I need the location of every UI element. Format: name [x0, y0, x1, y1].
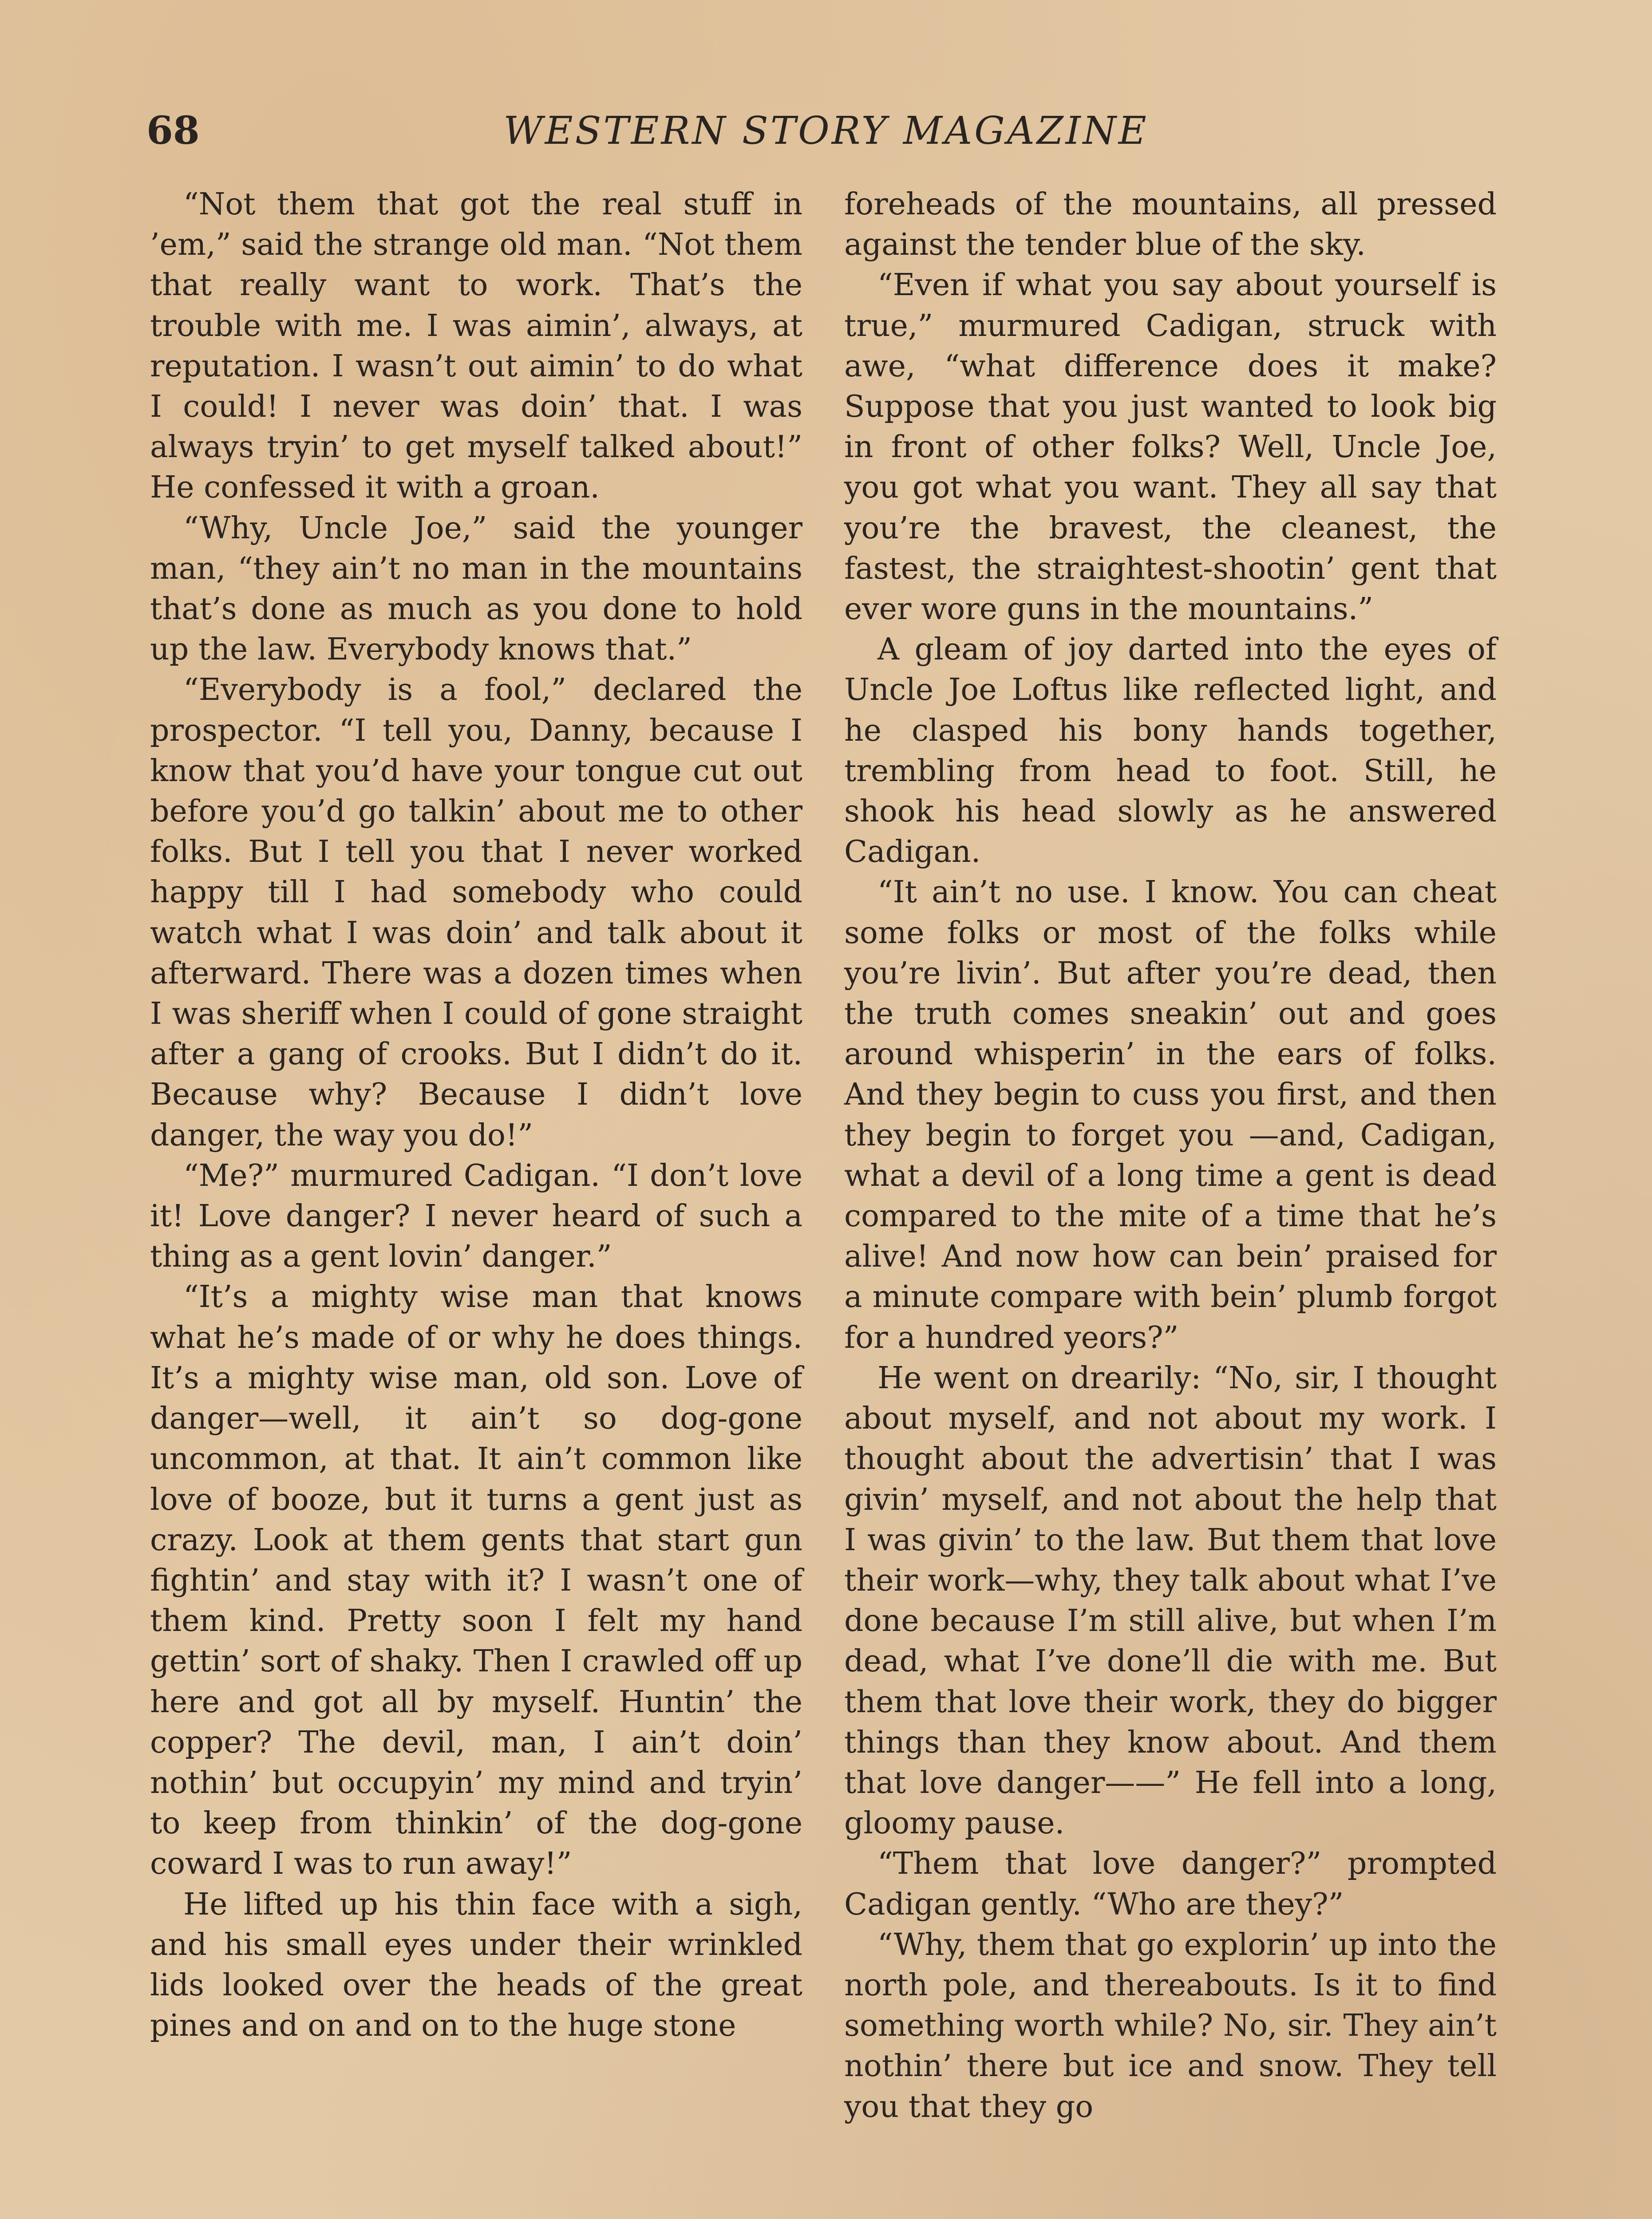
paragraph: “Not them that got the real stuff in ’em,” said the strange old man. “Not them that really want to work. That’s the trouble with me. I was aimin’, always, at reputation. I wasn’t out aimin’ to do what I could! I never was doin’ that. I was always tryin’ to get myself talked about!” He confessed it with a groan. — [150, 187, 802, 505]
running-title: WESTERN STORY MAGAZINE — [503, 109, 1149, 153]
paragraph: A gleam of joy darted into the eyes of Uncle Joe Loftus like reflected light, and he clasped his bony hands together, trembling from head to foot. Still, he shook his head slowly as he answered Cadigan. — [844, 632, 1497, 870]
paragraph: “It ain’t no use. I know. You can cheat some folks or most of the folks while you’re livin’. But after you’re dead, then the truth comes sneakin’ out and goes around whisperin’ in the ears of folks. And they begin to cuss you first, and then they begin to forget you —and, Cadigan, what a devil of a long time a gent is dead compared to the mite of a time that he’s alive! And now how can bein’ praised for a minute compare with bein’ plumb forgot for a hundred yeors?” — [844, 875, 1497, 1355]
page-number: 68 — [146, 108, 200, 153]
paragraph: “Them that love danger?” prompted Cadigan gently. “Who are they?” — [844, 1846, 1497, 1922]
paragraph: “Even if what you say about yourself is true,” murmured Cadigan, struck with awe, “what difference does it make? Suppose that you just wanted to look big in front of other folks? Well, Uncle Joe, you got what you want. They all say that you’re the bravest, the cleanest, the fastest, the straightest-shootin’ gent that ever wore guns in the mountains.” — [844, 268, 1497, 627]
paragraph-continued: foreheads of the mountains, all pressed against the tender blue of the sky. — [844, 187, 1497, 263]
left-column — [150, 184, 802, 2046]
right-column — [844, 184, 1497, 2127]
paragraph: He lifted up his thin face with a sigh, and his small eyes under their wrinkled lids looked over the heads of the great pines and on and on to the huge stone — [150, 1887, 802, 2044]
paragraph: “Everybody is a fool,” declared the prospector. “I tell you, Danny, because I know that you’d have your tongue cut out before you’d go talkin’ about me to other folks. But I tell you that I never worked happy till I had somebody who could watch what I was doin’ and talk about it afterward. There was a dozen times when I was sheriff when I could of gone straight after a gang of crooks. But I didn’t do it. Because why? Because I didn’t love danger, the way you do!” — [150, 672, 802, 1153]
paragraph: “Why, them that go explorin’ up into the north pole, and thereabouts. Is it to find something worth while? No, sir. They ain’t nothin’ there but ice and snow. They tell you that they go — [844, 1927, 1497, 2124]
paragraph: He went on drearily: “No, sir, I thought about myself, and not about my work. I thought about the advertisin’ that I was givin’ myself, and not about the help that I was givin’ to the law. But them that love their work—why, they talk about what I’ve done because I’m still alive, but when I’m dead, what I’ve done’ll die with me. But them that love their work, they do bigger things than they know about. And them that love danger——” He fell into a long, gloomy pause. — [844, 1360, 1497, 1841]
paragraph: “It’s a mighty wise man that knows what he’s made of or why he does things. It’s a mighty wise man, old son. Love of danger—well, it ain’t so dog-gone uncommon, at that. It ain’t common like love of booze, but it turns a gent just as crazy. Look at them gents that start gun fightin’ and stay with it? I wasn’t one of them kind. Pretty soon I felt my hand gettin’ sort of shaky. Then I crawled off up here and got all by myself. Huntin’ the copper? The devil, man, I ain’t doin’ nothin’ but occupyin’ my mind and tryin’ to keep from thinkin’ of the dog-gone coward I was to run away!” — [150, 1279, 802, 1882]
page-header — [146, 104, 1506, 158]
paragraph: “Why, Uncle Joe,” said the younger man, “they ain’t no man in the mountains that’s done as much as you done to hold up the law. Everybody knows that.” — [150, 510, 802, 667]
paragraph: “Me?” murmured Cadigan. “I don’t love it! Love danger? I never heard of such a thing as a gent lovin’ danger.” — [150, 1158, 802, 1275]
